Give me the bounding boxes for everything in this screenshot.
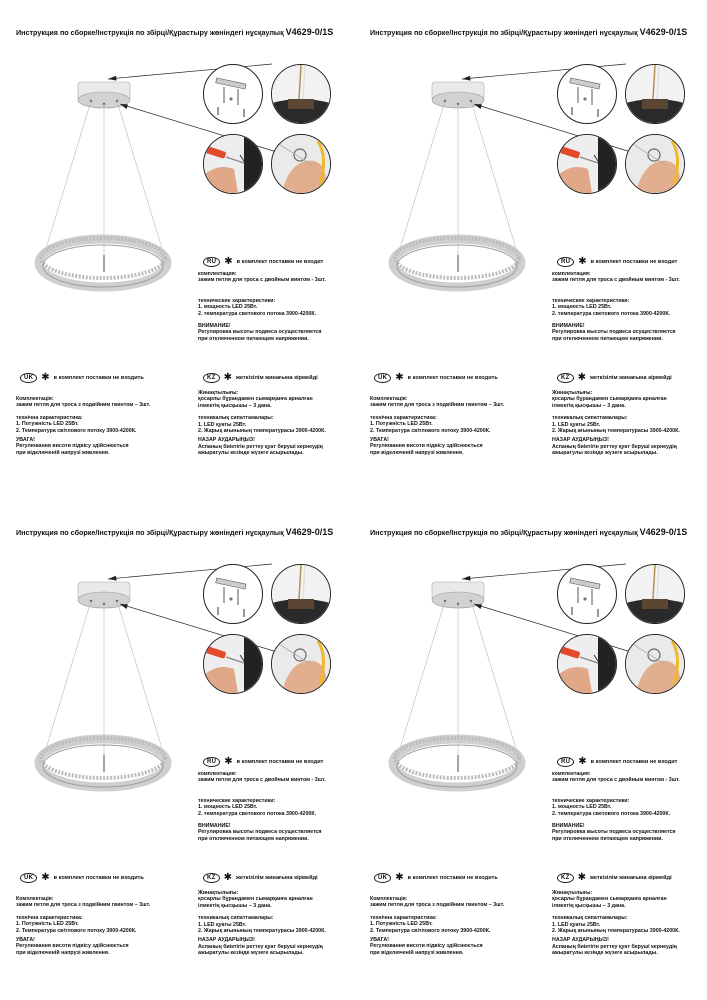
uk-kit-line: зажим петля для троса з подвійним гвинтом – 3шт. [16,902,151,909]
kz-header [203,873,318,883]
cable-clamp-detail [625,134,685,194]
uk-kit-heading: Комплектація: [16,396,54,402]
model-number: V4629-0/1S [285,527,334,537]
kz-specs-heading: техникалық сипаттамалары: [552,415,628,422]
uk-kit-heading: Комплектація: [16,896,54,902]
kz-kit-line-1: қосарлы бұрандамен сымарқанға арналған [552,896,667,903]
kz-spec-1: 1. LED қуаты 25Вт. [198,421,247,428]
mounting-bracket-detail [203,64,263,124]
ru-warn-1: Регулировка высоты подвеса осуществляется [552,329,676,336]
kz-not-included: жеткізілім жинағына кірмейді [236,875,318,881]
uk-spec-1: 1. Потужність LED 25Вт. [16,921,79,928]
uk-warn-1: Регулювання висоти підвісу здійснюється [16,443,129,450]
ru-specs-heading: технические характеристики: [552,297,630,304]
uk-spec-1: 1. Потужність LED 25Вт. [370,421,433,428]
uk-header [20,873,144,883]
uk-spec-2: 2. Температура світлового потоку 3900-4200К. [370,427,491,434]
uk-kit-heading: Комплектація: [370,896,408,902]
kz-kit-line-1: қосарлы бұрандамен сымарқанға арналған [198,396,313,403]
ru-warn-heading: ВНИМАНИЕ! [198,823,231,830]
ru-spec-2: 2. температура светового потока 3900-4200К. [198,310,317,317]
ru-warn-2: при отключенном питающем напряжении. [198,335,309,342]
uk-warn-heading: УВАГА! [16,437,35,444]
ru-kit-line: зажим петля для троса с двойным винтом - 3шт. [552,277,680,284]
uk-spec-2: 2. Температура світлового потоку 3900-4200К. [16,927,137,934]
kz-spec-1: 1. LED қуаты 25Вт. [198,921,247,928]
title-text: Инструкция по сборке/Інструкція по збірці/Құрастыру жөніндегі нұсқаулық [370,528,638,537]
ru-text [198,271,326,342]
uk-warn-1: Регулювання висоти підвісу здійснюється [370,943,483,950]
uk-not-included: в комплект поставки не входить [407,875,498,881]
kz-kit-heading: Жинақтылығы: [198,390,239,396]
ru-kit-heading: комплектация: [198,771,237,777]
kz-warn-heading: НАЗАР АУДАРЫҢЫЗ! [552,937,609,944]
asterisk-icon: ✱ [41,872,50,883]
uk-warn-2: при відключеній напрузі живлення. [370,449,464,456]
kz-kit-line-2: ілмектің қысқышы – 3 дана. [552,902,626,909]
uk-not-included: в комплект поставки не входить [53,375,144,381]
uk-warn-1: Регулювання висоти підвісу здійснюється [16,943,129,950]
uk-warn-2: при відключеній напрузі живлення. [16,949,110,956]
asterisk-icon: ✱ [577,872,586,883]
ru-specs-heading: технические характеристики: [552,797,630,804]
uk-not-included: в комплект поставки не входить [407,375,498,381]
kz-warn-heading: НАЗАР АУДАРЫҢЫЗ! [198,937,255,944]
kz-warn-1: Аспаның биіктігін реттеу қуат беруші кернеудің [198,943,323,950]
instruction-panel-1 [0,0,353,500]
wiring-terminal-detail [271,64,331,124]
uk-text [16,396,150,456]
kz-header [557,373,672,383]
instruction-panel-3 [0,500,353,1000]
asterisk-icon: ✱ [223,872,232,883]
kz-warn-1: Аспаның биіктігін реттеу қуат беруші кернеудің [552,443,677,450]
ru-kit-line: зажим петля для троса с двойным винтом - 3шт. [552,777,680,784]
kz-not-included: жеткізілім жинағына кірмейді [590,875,672,881]
kz-spec-2: 2. Жарық ағынының температурасы 3900-4200К. [198,428,326,435]
kz-badge: KZ [203,373,220,383]
asterisk-icon: ✱ [395,372,404,383]
uk-specs-heading: технічна характеристика: [370,414,437,421]
kz-kit-line-1: қосарлы бұрандамен сымарқанға арналған [198,896,313,903]
mounting-bracket-detail [557,564,617,624]
uk-text [16,896,150,956]
ru-warn-2: при отключенном питающем напряжении. [552,335,663,342]
screwdriver-adjust-detail [203,134,263,194]
kz-warn-2: ажыратулы кезінде жүзеге асырылады. [552,450,658,457]
uk-header [374,373,498,383]
mounting-bracket-detail [203,564,263,624]
ru-kit-line: зажим петля для троса с двойным винтом - 3шт. [198,277,326,284]
asterisk-icon: ✱ [224,256,233,267]
screwdriver-adjust-detail [557,634,617,694]
ru-text [552,271,680,342]
kz-kit-heading: Жинақтылығы: [552,390,593,396]
ru-spec-1: 1. мощность LED 25Вт. [552,304,612,311]
kz-badge: KZ [557,873,574,883]
kz-header [203,373,318,383]
screwdriver-adjust-detail [203,634,263,694]
uk-specs-heading: технічна характеристика: [16,914,83,921]
kz-specs-heading: техникалық сипаттамалары: [552,915,628,922]
kz-warn-2: ажыратулы кезінде жүзеге асырылады. [198,950,304,957]
kz-warn-1: Аспаның биіктігін реттеу қуат беруші кернеудің [198,443,323,450]
uk-spec-2: 2. Температура світлового потоку 3900-4200К. [370,927,491,934]
ru-warn-2: при отключенном питающем напряжении. [198,835,309,842]
uk-badge: UK [20,373,37,383]
uk-spec-1: 1. Потужність LED 25Вт. [16,421,79,428]
asterisk-icon: ✱ [224,756,233,767]
ru-warn-2: при отключенном питающем напряжении. [552,835,663,842]
instruction-panel-2 [354,0,707,500]
ru-text [198,771,326,842]
asterisk-icon: ✱ [395,872,404,883]
kz-badge: KZ [203,873,220,883]
ru-badge: RU [557,257,574,267]
ru-spec-2: 2. температура светового потока 3900-4200К. [198,810,317,817]
title-text: Инструкция по сборке/Інструкція по збірці/Құрастыру жөніндегі нұсқаулық [16,28,284,37]
kz-kit-line-2: ілмектің қысқышы – 3 дана. [198,902,272,909]
title-text: Инструкция по сборке/Інструкція по збірці/Құрастыру жөніндегі нұсқаулық [16,528,284,537]
kz-warn-heading: НАЗАР АУДАРЫҢЫЗ! [552,437,609,444]
kz-badge: KZ [557,373,574,383]
kz-warn-heading: НАЗАР АУДАРЫҢЫЗ! [198,437,255,444]
uk-specs-heading: технічна характеристика: [370,914,437,921]
uk-warn-1: Регулювання висоти підвісу здійснюється [370,443,483,450]
ru-spec-1: 1. мощность LED 25Вт. [198,804,258,811]
kz-spec-1: 1. LED қуаты 25Вт. [552,421,601,428]
cable-clamp-detail [271,134,331,194]
kz-text [198,890,326,957]
screwdriver-adjust-detail [557,134,617,194]
uk-badge: UK [374,873,391,883]
ru-header [203,257,323,267]
ru-spec-2: 2. температура светового потока 3900-4200К. [552,310,671,317]
ru-warn-1: Регулировка высоты подвеса осуществляется [552,829,676,836]
instruction-panel-4 [354,500,707,1000]
ru-warn-1: Регулировка высоты подвеса осуществляется [198,329,322,336]
model-number: V4629-0/1S [285,27,334,37]
uk-warn-heading: УВАГА! [370,437,389,444]
ru-header [557,257,677,267]
kz-kit-line-2: ілмектің қысқышы – 3 дана. [552,402,626,409]
kz-spec-1: 1. LED қуаты 25Вт. [552,921,601,928]
kz-kit-line-2: ілмектің қысқышы – 3 дана. [198,402,272,409]
kz-warn-1: Аспаның биіктігін реттеу қуат беруші кернеудің [552,943,677,950]
ru-spec-1: 1. мощность LED 25Вт. [552,804,612,811]
uk-spec-1: 1. Потужність LED 25Вт. [370,921,433,928]
uk-badge: UK [374,373,391,383]
kz-specs-heading: техникалық сипаттамалары: [198,415,274,422]
kz-spec-2: 2. Жарық ағынының температурасы 3900-4200К. [552,928,680,935]
cable-clamp-detail [271,634,331,694]
ru-badge: RU [557,757,574,767]
uk-kit-heading: Комплектація: [370,396,408,402]
ru-warn-1: Регулировка высоты подвеса осуществляется [198,829,322,836]
ru-spec-2: 2. температура светового потока 3900-4200К. [552,810,671,817]
title-text: Инструкция по сборке/Інструкція по збірці/Құрастыру жөніндегі нұсқаулық [370,28,638,37]
asterisk-icon: ✱ [578,256,587,267]
ru-text [552,771,680,842]
mounting-bracket-detail [557,64,617,124]
kz-text [198,390,326,457]
uk-header [374,873,498,883]
ru-kit-heading: комплектация: [552,271,591,277]
uk-warn-2: при відключеній напрузі живлення. [16,449,110,456]
uk-badge: UK [20,873,37,883]
ru-kit-heading: комплектация: [552,771,591,777]
kz-header [557,873,672,883]
asterisk-icon: ✱ [223,372,232,383]
uk-specs-heading: технічна характеристика: [16,414,83,421]
ru-not-included: в комплект поставки не входит [590,259,678,265]
model-number: V4629-0/1S [639,27,688,37]
ru-kit-line: зажим петля для троса с двойным винтом - 3шт. [198,777,326,784]
ru-specs-heading: технические характеристики: [198,297,276,304]
cable-clamp-detail [625,634,685,694]
kz-text [552,890,680,957]
kz-kit-heading: Жинақтылығы: [552,890,593,896]
kz-warn-2: ажыратулы кезінде жүзеге асырылады. [552,950,658,957]
ru-warn-heading: ВНИМАНИЕ! [552,823,585,830]
uk-not-included: в комплект поставки не входить [53,875,144,881]
ru-badge: RU [203,757,220,767]
ru-header [557,757,677,767]
kz-kit-line-1: қосарлы бұрандамен сымарқанға арналған [552,396,667,403]
ru-badge: RU [203,257,220,267]
kz-kit-heading: Жинақтылығы: [198,890,239,896]
uk-warn-heading: УВАГА! [370,937,389,944]
ru-specs-heading: технические характеристики: [198,797,276,804]
asterisk-icon: ✱ [577,372,586,383]
wiring-terminal-detail [625,64,685,124]
kz-specs-heading: техникалық сипаттамалары: [198,915,274,922]
ru-not-included: в комплект поставки не входит [236,759,324,765]
ru-header [203,757,323,767]
uk-header [20,373,144,383]
uk-kit-line: зажим петля для троса з подвійним гвинтом – 3шт. [370,402,505,409]
uk-text [370,396,504,456]
kz-spec-2: 2. Жарық ағынының температурасы 3900-4200К. [198,928,326,935]
ru-warn-heading: ВНИМАНИЕ! [198,323,231,330]
ru-not-included: в комплект поставки не входит [236,259,324,265]
uk-kit-line: зажим петля для троса з подвійним гвинтом – 3шт. [16,402,151,409]
kz-not-included: жеткізілім жинағына кірмейді [590,375,672,381]
asterisk-icon: ✱ [578,756,587,767]
uk-warn-heading: УВАГА! [16,937,35,944]
uk-spec-2: 2. Температура світлового потоку 3900-4200К. [16,427,137,434]
asterisk-icon: ✱ [41,372,50,383]
ru-kit-heading: комплектация: [198,271,237,277]
model-number: V4629-0/1S [639,527,688,537]
wiring-terminal-detail [271,564,331,624]
uk-kit-line: зажим петля для троса з подвійним гвинтом – 3шт. [370,902,505,909]
kz-warn-2: ажыратулы кезінде жүзеге асырылады. [198,450,304,457]
kz-text [552,390,680,457]
kz-spec-2: 2. Жарық ағынының температурасы 3900-4200К. [552,428,680,435]
uk-text [370,896,504,956]
ru-not-included: в комплект поставки не входит [590,759,678,765]
uk-warn-2: при відключеній напрузі живлення. [370,949,464,956]
ru-warn-heading: ВНИМАНИЕ! [552,323,585,330]
wiring-terminal-detail [625,564,685,624]
ru-spec-1: 1. мощность LED 25Вт. [198,304,258,311]
kz-not-included: жеткізілім жинағына кірмейді [236,375,318,381]
